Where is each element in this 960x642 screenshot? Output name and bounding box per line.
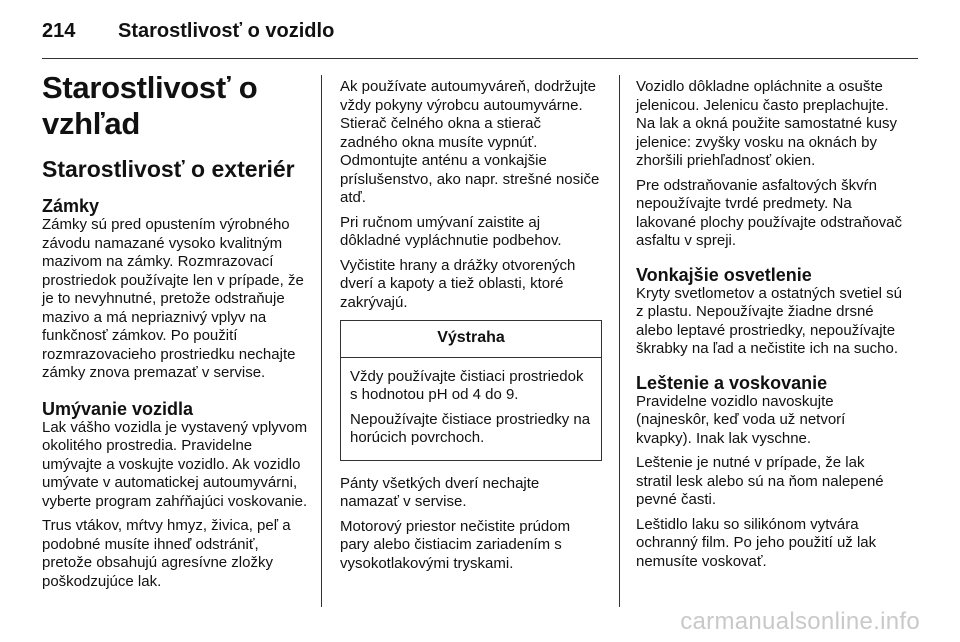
paragraph: Motorový priestor nečistite prúdom pary alebo čistiacim zariadením s vysokotlakovými tryskami. (340, 517, 571, 572)
warning-title: Výstraha (341, 321, 601, 358)
warning-body (341, 358, 601, 460)
paragraph: Zámky sú pred opustením výrobného závodu namazané vysoko kvalitným mazivom na zámky. Rozmrazovací prostriedok používajte len v prípade, že je to nevyhnutné, pretože odstraňuje mazivo a má nepriaznivý vplyv na funkčnosť zámkov. Po použití rozmrazovacieho prostriedku nechajte zámky znova premazať v servise. (42, 216, 304, 381)
paragraph: Leštenie je nutné v prípade, že lak stratil lesk alebo sú na ňom nalepené pevné časti. (636, 454, 884, 508)
heading-vonkajsie-osvetlenie: Vonkajšie osvetlenie (636, 264, 812, 285)
running-title: Starostlivosť o vozidlo (118, 19, 335, 42)
heading-lestenie: Leštenie a voskovanie (636, 372, 828, 393)
warning-paragraph: Nepoužívajte čistiace prostriedky na horúcich povrchoch. (350, 410, 591, 446)
paragraph: Pánty všetkých dverí nechajte namazať v servise. (340, 474, 540, 510)
page-header (42, 14, 918, 48)
paragraph: Kryty svetlometov a ostatných svetiel sú z plastu. Nepoužívajte žiadne drsné alebo leptavé prostriedky, nepoužívajte škrabky na ľad a nečistite ich na sucho. (636, 284, 902, 357)
paragraph: Leštidlo laku so silikónom vytvára ochranný film. Po jeho použití už lak nemusíte voskovať. (636, 515, 877, 570)
paragraph: Vozidlo dôkladne opláchnite a osušte jelenicou. Jelenicu často preplachujte. Na lak a okná použite samostatné kusy jelenice: zvyšky vosku na oknách by zhoršili priehľadnosť okien. (636, 78, 897, 169)
heading-zamky: Zámky (42, 196, 100, 216)
column-2 (340, 78, 602, 579)
paragraph: Lak vášho vozidla je vystavený vplyvom okolitého prostredia. Pravidelne umývajte a voskujte vozidlo. Ak vozidlo umývate v automatickej autoumyvárni, vyberte program zahŕňajúci voskovanie. (42, 418, 308, 510)
paragraph: Pravidelne vozidlo navoskujte (najneskôr, keď voda už netvorí kvapky). Inak lak vyschne. (636, 392, 846, 447)
paragraph: Trus vtákov, mŕtvy hmyz, živica, peľ a podobné musíte ihneď odstrániť, pretože obsahujú agresívne zložky poškodzujúce lak. (42, 517, 291, 590)
section-title: Starostlivosť o exteriér (42, 156, 295, 182)
paragraph: Pri ručnom umývaní zaistite aj dôkladné vypláchnutie podbehov. (340, 213, 562, 249)
heading-umyvanie: Umývanie vozidla (42, 398, 194, 419)
watermark: carmanualsonline.info (680, 608, 920, 635)
page-number: 214 (42, 19, 76, 42)
paragraph: Pre odstraňovanie asfaltových škvŕn nepoužívajte tvrdé predmety. Na lakované plochy používajte odstraňovač asfaltu v spreji. (636, 176, 903, 249)
column-3 (636, 78, 904, 577)
column-divider-2 (619, 75, 620, 607)
warning-box (340, 320, 602, 461)
column-1 (42, 70, 310, 597)
warning-paragraph: Vždy používajte čistiaci prostriedok s hodnotou pH od 4 do 9. (350, 367, 584, 403)
chapter-title: Starostlivosť o vzhľad (42, 70, 258, 141)
column-divider-1 (321, 75, 322, 607)
paragraph: Vyčistite hrany a drážky otvorených dverí a kapoty a tiež oblasti, ktoré zakrývajú. (340, 256, 576, 311)
header-rule (42, 58, 918, 59)
paragraph: Ak používate autoumyváreň, dodržujte vždy pokyny výrobcu autoumyvárne. Stierač čelného okna a stierač zadného okna musíte vypnúť. Odmontujte anténu a vonkajšie príslušenstvo, ako napr. strešné nosiče atď. (340, 78, 600, 206)
